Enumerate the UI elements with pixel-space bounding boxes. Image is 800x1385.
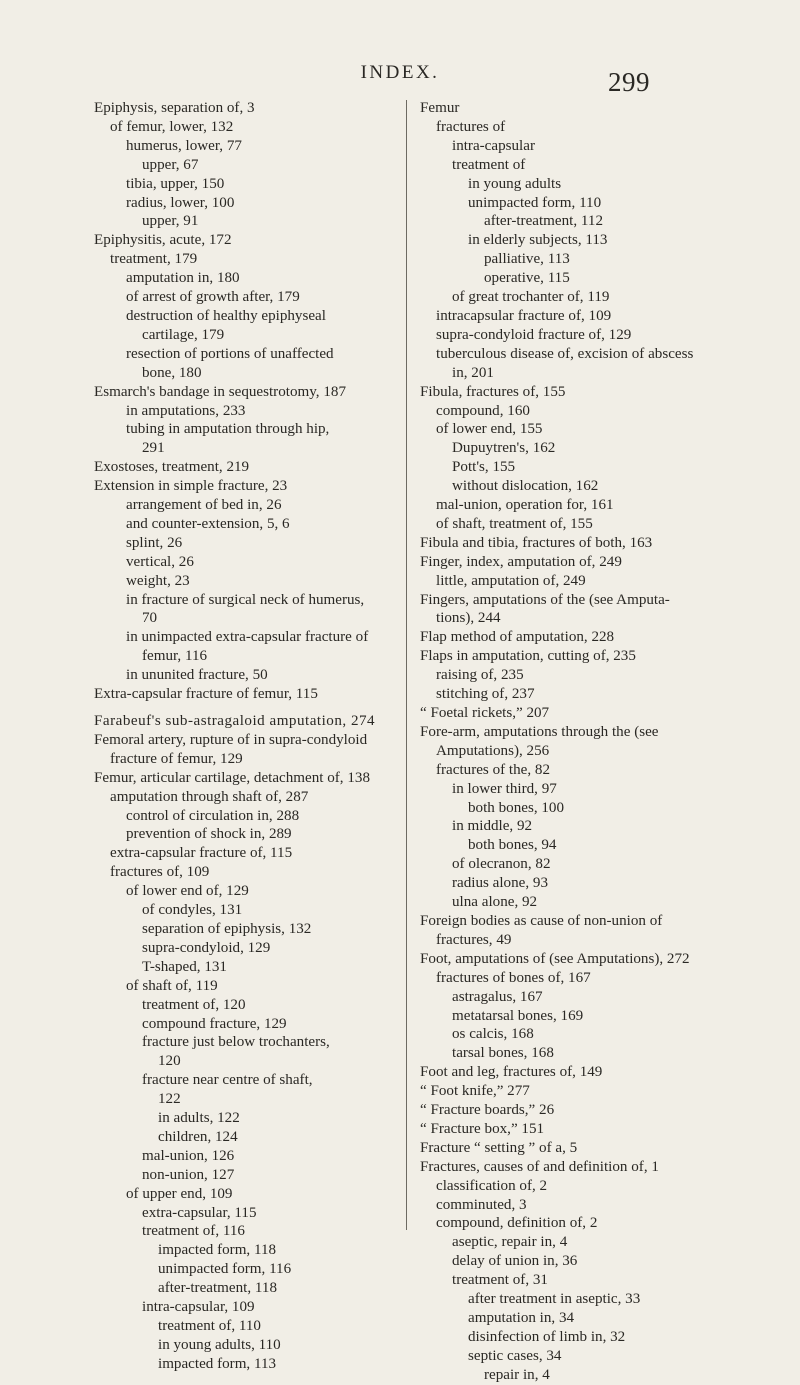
index-subentry: unimpacted form, 110 [468,194,602,211]
index-subentry: of lower end of, 129 [126,883,249,900]
index-subentry: intra-capsular, 109 [142,1299,255,1316]
index-subentry: amputation in, 34 [468,1310,575,1326]
index-subentry: T-shaped, 131 [142,958,227,975]
index-subentry: treatment of, 116 [142,1223,245,1240]
index-subentry: tuberculous disease of, excision of abscess [436,345,694,362]
index-subentry: arrangement of bed in, 26 [126,497,282,514]
index-subentry: intra-capsular [452,137,535,154]
index-subentry: fracture just below trochanters, [142,1034,330,1051]
index-subentry: delay of union in, 36 [452,1253,578,1270]
index-entry: “ Fracture boards,” 26 [420,1102,555,1119]
index-entry: Farabeuf's sub-astragaloid amputation, 274 [94,713,376,729]
index-entry: Foreign bodies as cause of non-union of [420,912,663,929]
index-entry: “ Foetal rickets,” 207 [420,705,550,721]
index-subentry: of olecranon, 82 [452,856,551,873]
index-subentry: Dupuytren's, 162 [452,440,556,457]
index-subentry: classification of, 2 [436,1177,548,1194]
index-subentry: without dislocation, 162 [452,478,599,495]
index-entry: Fracture “ setting ” of a, 5 [420,1139,578,1156]
index-entry: Fibula, fractures of, 155 [420,383,566,400]
index-entry: Epiphysis, separation of, 3 [94,100,255,116]
index-subentry: cartilage, 179 [142,326,225,343]
index-entry: Foot, amputations of (see Amputations), 272 [420,950,690,967]
column-divider [406,100,407,1230]
index-subentry: non-union, 127 [142,1166,235,1183]
index-subentry: 120 [158,1053,181,1070]
index-entry: “ Foot knife,” 277 [420,1083,530,1100]
page-title: INDEX. [360,62,440,83]
index-subentry: prevention of shock in, 289 [126,826,292,843]
index-subentry: humerus, lower, 77 [126,137,242,154]
index-subentry: radius, lower, 100 [126,194,235,211]
section-gap [94,704,414,712]
index-subentry: supra-condyloid fracture of, 129 [436,326,632,343]
index-entry: Flaps in amputation, cutting of, 235 [420,648,636,665]
index-subentry: extra-capsular, 115 [142,1204,257,1221]
index-subentry: fractures of [436,118,506,135]
index-entry: Epiphysitis, acute, 172 [94,232,232,249]
index-subentry: Amputations), 256 [436,742,550,759]
index-subentry: treatment of [452,156,526,173]
index-subentry: little, amputation of, 249 [436,572,586,589]
index-entry: Fibula and tibia, fractures of both, 163 [420,534,653,551]
index-subentry: in elderly subjects, 113 [468,232,608,249]
index-column-right [420,99,722,1385]
index-entry: Femur, articular cartilage, detachment of, 138 [94,769,370,786]
index-entry: Extra-capsular fracture of femur, 115 [94,686,318,703]
index-subentry: children, 124 [158,1128,238,1145]
index-subentry: compound, definition of, 2 [436,1215,598,1232]
index-subentry: 122 [158,1091,181,1108]
index-subentry: metatarsal bones, 169 [452,1007,584,1024]
index-subentry: disinfection of limb in, 32 [468,1328,626,1345]
index-subentry: fractures, 49 [436,931,512,948]
index-subentry: operative, 115 [484,270,570,287]
index-subentry: in unimpacted extra-capsular fracture of [126,629,369,646]
index-subentry: extra-capsular fracture of, 115 [110,845,293,862]
page-number: 299 [608,67,650,97]
index-subentry: in young adults, 110 [158,1336,281,1353]
index-entry: Femur [420,100,460,116]
index-subentry: fracture near centre of shaft, [142,1072,313,1089]
index-entry: Femoral artery, rupture of in supra-condyloid [94,731,368,748]
index-subentry: 291 [142,440,165,457]
index-subentry: fractures of, 109 [110,864,210,881]
running-head [0,62,800,98]
index-subentry: after-treatment, 112 [484,213,603,230]
index-subentry: after treatment in aseptic, 33 [468,1291,641,1308]
index-subentry: of arrest of growth after, 179 [126,289,300,306]
index-subentry: supra-condyloid, 129 [142,939,271,956]
index-subentry: treatment of, 31 [452,1272,548,1289]
index-entry: “ Fracture box,” 151 [420,1120,545,1137]
index-subentry: tarsal bones, 168 [452,1045,554,1062]
index-subentry: in adults, 122 [158,1110,240,1127]
index-subentry: in, 201 [452,364,494,381]
index-subentry: tions), 244 [436,610,501,627]
index-subentry: mal-union, 126 [142,1147,235,1164]
index-subentry: control of circulation in, 288 [126,807,300,824]
index-entry: Fingers, amputations of the (see Amputa- [420,591,670,608]
index-subentry: comminuted, 3 [436,1196,527,1213]
index-subentry: after-treatment, 118 [158,1280,277,1297]
index-subentry: resection of portions of unaffected [126,345,334,362]
index-subentry: treatment of, 120 [142,996,246,1013]
index-subentry: of great trochanter of, 119 [452,289,610,306]
index-subentry: impacted form, 118 [158,1242,277,1259]
index-subentry: in fracture of surgical neck of humerus, [126,591,365,608]
index-subentry: both bones, 94 [468,837,557,854]
index-subentry: both bones, 100 [468,799,565,816]
index-subentry: radius alone, 93 [452,875,548,892]
index-subentry: repair in, 4 [484,1366,550,1383]
index-column-left [94,99,414,1374]
index-entry: Fractures, causes of and definition of, 1 [420,1158,659,1175]
index-entry: Foot and leg, fractures of, 149 [420,1064,603,1081]
index-subentry: amputation through shaft of, 287 [110,788,309,805]
index-subentry: intracapsular fracture of, 109 [436,307,612,324]
index-entry: Exostoses, treatment, 219 [94,459,250,476]
index-subentry: vertical, 26 [126,553,194,570]
index-subentry: compound fracture, 129 [142,1015,287,1032]
index-subentry: splint, 26 [126,534,183,551]
index-subentry: mal-union, operation for, 161 [436,497,614,514]
index-subentry: 70 [142,610,158,627]
index-entry: Fore-arm, amputations through the (see [420,723,659,740]
index-entry: Esmarch's bandage in sequestrotomy, 187 [94,383,346,400]
index-subentry: compound, 160 [436,402,530,419]
index-subentry: upper, 91 [142,213,199,230]
index-subentry: of upper end, 109 [126,1185,233,1202]
index-subentry: septic cases, 34 [468,1347,562,1364]
index-entry: Flap method of amputation, 228 [420,629,615,646]
index-subentry: Pott's, 155 [452,459,516,476]
index-subentry: treatment, 179 [110,251,198,268]
index-subentry: of lower end, 155 [436,421,543,438]
index-subentry: of shaft, treatment of, 155 [436,515,593,532]
index-subentry: aseptic, repair in, 4 [452,1234,568,1251]
index-subentry: fractures of bones of, 167 [436,969,591,986]
index-subentry: of condyles, 131 [142,902,243,919]
index-subentry: tubing in amputation through hip, [126,421,330,438]
index-subentry: raising of, 235 [436,667,524,684]
index-subentry: treatment of, 110 [158,1318,261,1334]
index-subentry: in amputations, 233 [126,402,246,419]
index-subentry: weight, 23 [126,572,190,589]
index-subentry: in young adults [468,175,562,192]
index-subentry: ulna alone, 92 [452,894,538,911]
index-entry: Extension in simple fracture, 23 [94,478,288,495]
index-subentry: palliative, 113 [484,251,570,268]
index-subentry: of shaft of, 119 [126,977,218,994]
index-subentry: fractures of the, 82 [436,761,550,778]
index-subentry: os calcis, 168 [452,1026,534,1043]
index-subentry: fracture of femur, 129 [110,750,243,767]
index-subentry: in middle, 92 [452,818,533,835]
index-subentry: upper, 67 [142,156,199,173]
index-subentry: separation of epiphysis, 132 [142,920,312,937]
index-subentry: impacted form, 113 [158,1355,277,1372]
index-subentry: unimpacted form, 116 [158,1261,292,1278]
index-subentry: and counter-extension, 5, 6 [126,515,290,532]
index-subentry: in lower third, 97 [452,780,557,797]
index-subentry: bone, 180 [142,364,202,381]
index-subentry: stitching of, 237 [436,686,535,703]
index-subentry: femur, 116 [142,648,208,665]
index-subentry: amputation in, 180 [126,270,240,287]
index-entry: Finger, index, amputation of, 249 [420,553,622,570]
index-subentry: destruction of healthy epiphyseal [126,307,326,324]
index-subentry: of femur, lower, 132 [110,118,234,135]
index-subentry: tibia, upper, 150 [126,175,225,192]
index-subentry: in ununited fracture, 50 [126,667,268,684]
index-subentry: astragalus, 167 [452,988,543,1005]
